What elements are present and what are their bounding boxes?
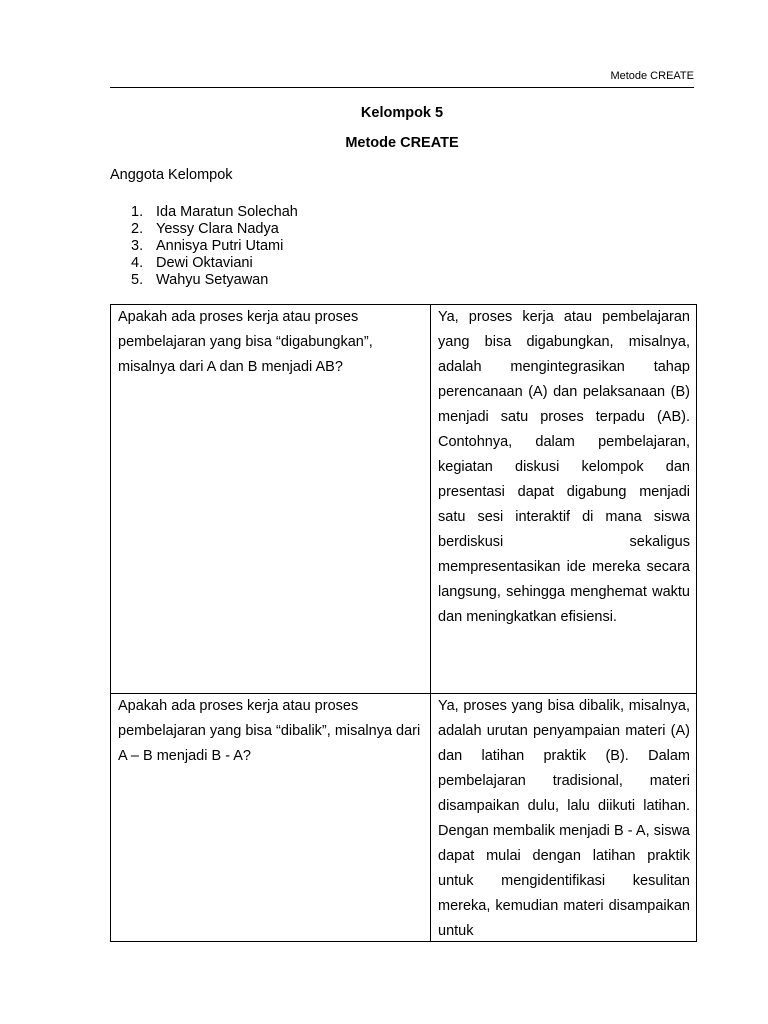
table-row	[111, 694, 697, 942]
member-name: Yessy Clara Nadya	[156, 221, 279, 237]
member-name: Annisya Putri Utami	[156, 238, 284, 254]
member-name: Ida Maratun Solechah	[156, 204, 298, 220]
group-title: Kelompok 5	[360, 105, 444, 121]
member-name: Wahyu Setyawan	[156, 272, 269, 288]
answer-text: Ya, proses kerja atau pembelajaran yang bisa digabungkan, misalnya, adalah mengintegrasikan tahap perencanaan (A) dan pelaksanaan (B) menjadi satu proses terpadu (AB). Contohnya, dalam pembelajaran, kegiatan diskusi kelompok dan presentasi dapat digabung menjadi satu sesi interaktif di mana siswa berdiskusi sekaligus mempresentasikan ide mereka secara langsung, sehingga menghemat waktu dan meningkatkan efisiensi.	[438, 309, 690, 625]
question-text: Apakah ada proses kerja atau proses pembelajaran yang bisa “digabungkan”, misalnya dari A dan B menjadi AB?	[118, 309, 373, 375]
question-cell	[111, 694, 431, 942]
list-item	[131, 255, 298, 272]
list-number: 2.	[131, 221, 144, 237]
answer-cell	[431, 694, 697, 942]
question-cell	[111, 305, 431, 694]
member-list	[131, 204, 298, 289]
answer-cell	[431, 305, 697, 694]
list-item	[131, 238, 298, 255]
answer-text: Ya, proses yang bisa dibalik, misalnya, adalah urutan penyampaian materi (A) dan latihan praktik (B). Dalam pembelajaran tradisional, materi disampaikan dulu, lalu diikuti latihan. Dengan membalik menjadi B - A, siswa dapat mulai dengan latihan praktik untuk mengidentifikasi kesulitan mereka, kemudian materi disampaikan untuk	[438, 698, 690, 939]
list-item	[131, 221, 298, 238]
table-row	[111, 305, 697, 694]
running-header: Metode CREATE	[610, 70, 694, 82]
method-title: Metode CREATE	[345, 135, 459, 151]
members-heading: Anggota Kelompok	[110, 167, 233, 183]
list-number: 5.	[131, 272, 144, 288]
question-text: Apakah ada proses kerja atau proses pembelajaran yang bisa “dibalik”, misalnya dari A – B menjadi B - A?	[118, 698, 421, 764]
header-rule	[110, 87, 694, 88]
list-number: 3.	[131, 238, 144, 254]
list-item	[131, 272, 298, 289]
member-name: Dewi Oktaviani	[156, 255, 253, 271]
list-number: 4.	[131, 255, 144, 271]
qa-table	[110, 304, 697, 942]
list-number: 1.	[131, 204, 144, 220]
list-item	[131, 204, 298, 221]
